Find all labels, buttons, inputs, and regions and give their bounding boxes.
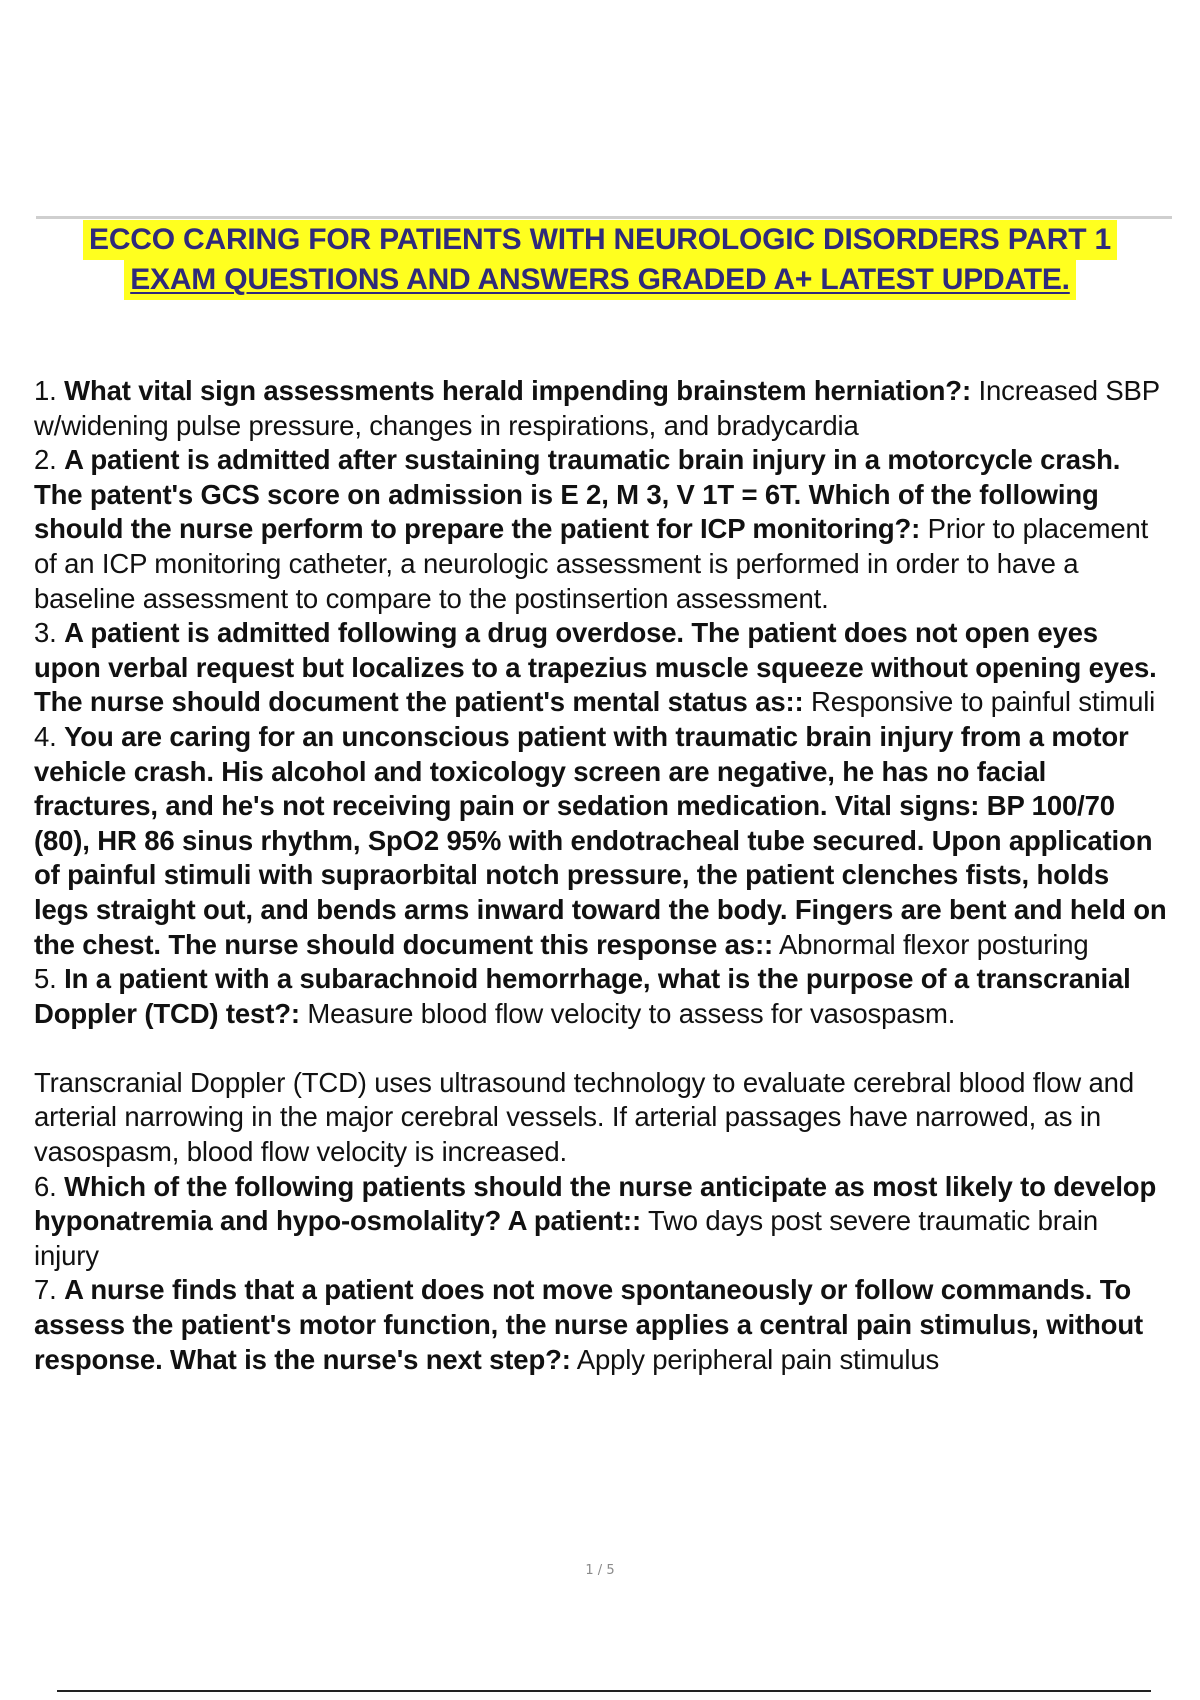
- page-number: 1 / 5: [585, 1563, 615, 1578]
- qa-answer: Apply peripheral pain stimulus: [576, 1343, 940, 1375]
- qa-question: A patient is admitted following a drug overdose. The patient does not open eyes upon verbal request but localizes to a trapezius muscle squeeze without opening eyes. The nurse should document the patient's mental status as::: [34, 617, 1157, 718]
- qa-number: 2.: [34, 444, 57, 476]
- title-top-rule: [36, 216, 1172, 219]
- qa-answer: Two days post severe traumatic brain injury: [34, 1205, 1099, 1271]
- qa-item-5: [34, 962, 1170, 1031]
- qa-question: A nurse finds that a patient does not move spontaneously or follow commands. To assess the patient's motor function, the nurse applies a central pain stimulus, without response. What is the nurse's next step?:: [34, 1274, 1143, 1375]
- footer-rule: [57, 1690, 1151, 1692]
- qa-item-2: [34, 443, 1170, 616]
- qa-answer: Responsive to painful stimuli: [810, 686, 1156, 718]
- qa-item-3: [34, 616, 1170, 720]
- qa-answer: Abnormal flexor posturing: [778, 928, 1089, 960]
- qa-question: You are caring for an unconscious patient with traumatic brain injury from a motor vehicle crash. His alcohol and toxicology screen are negative, he has no facial fractures, and he's not receiving pain or sedation medication. Vital signs: BP 100/70 (80), HR 86 sinus rhythm, SpO2 95% with endotracheal tube secured. Upon application of painful stimuli with supraorbital notch pressure, the patient clenches fists, holds legs straight out, and bends arms inward toward the body. Fingers are bent and held on the chest. The nurse should document this response as::: [34, 720, 1167, 960]
- qa-item-6: [34, 1170, 1170, 1274]
- qa-item-4: [34, 720, 1170, 962]
- qa-item-7: [34, 1273, 1170, 1377]
- qa-number: 6.: [34, 1170, 57, 1202]
- qa-number: 4.: [34, 720, 57, 752]
- qa-question: What vital sign assessments herald impending brainstem herniation?:: [64, 375, 971, 406]
- qa-question: In a patient with a subarachnoid hemorrhage, what is the purpose of a transcranial Doppler (TCD) test?:: [34, 963, 1131, 1029]
- qa-number: 5.: [34, 963, 57, 995]
- qa-answer: Measure blood flow velocity to assess for vasospasm.: [307, 997, 956, 1029]
- title-line-2: EXAM QUESTIONS AND ANSWERS GRADED A+ LATEST UPDATE.: [124, 260, 1076, 300]
- qa-number: 7.: [34, 1274, 57, 1306]
- title-line-1: ECCO CARING FOR PATIENTS WITH NEUROLOGIC DISORDERS PART 1: [83, 220, 1117, 260]
- qa-item-1: [34, 374, 1170, 443]
- qa-question: A patient is admitted after sustaining traumatic brain injury in a motorcycle crash. The patent's GCS score on admission is E 2, M 3, V 1T = 6T. Which of the following should the nurse perform to prepare the patient for ICP monitoring?:: [34, 444, 1121, 545]
- qa-list: [34, 374, 1170, 1377]
- qa-answer: Prior to placement of an ICP monitoring catheter, a neurologic assessment is performed in order to have a baseline assessment to compare to the postinsertion assessment.: [34, 513, 1149, 614]
- qa-question: Which of the following patients should the nurse anticipate as most likely to develop hyponatremia and hypo-osmolality? A patient::: [34, 1170, 1157, 1237]
- qa-number: 1.: [34, 375, 57, 406]
- qa-explanation: Transcranial Doppler (TCD) uses ultrasound technology to evaluate cerebral blood flow and arterial narrowing in the major cerebral vessels. If arterial passages have narrowed, as in vasospasm, blood flow velocity is increased.: [34, 1066, 1134, 1168]
- qa-number: 3.: [34, 617, 57, 649]
- document-title: [30, 220, 1170, 300]
- qa-answer: Increased SBP w/widening pulse pressure, changes in respirations, and bradycardia: [34, 375, 1160, 441]
